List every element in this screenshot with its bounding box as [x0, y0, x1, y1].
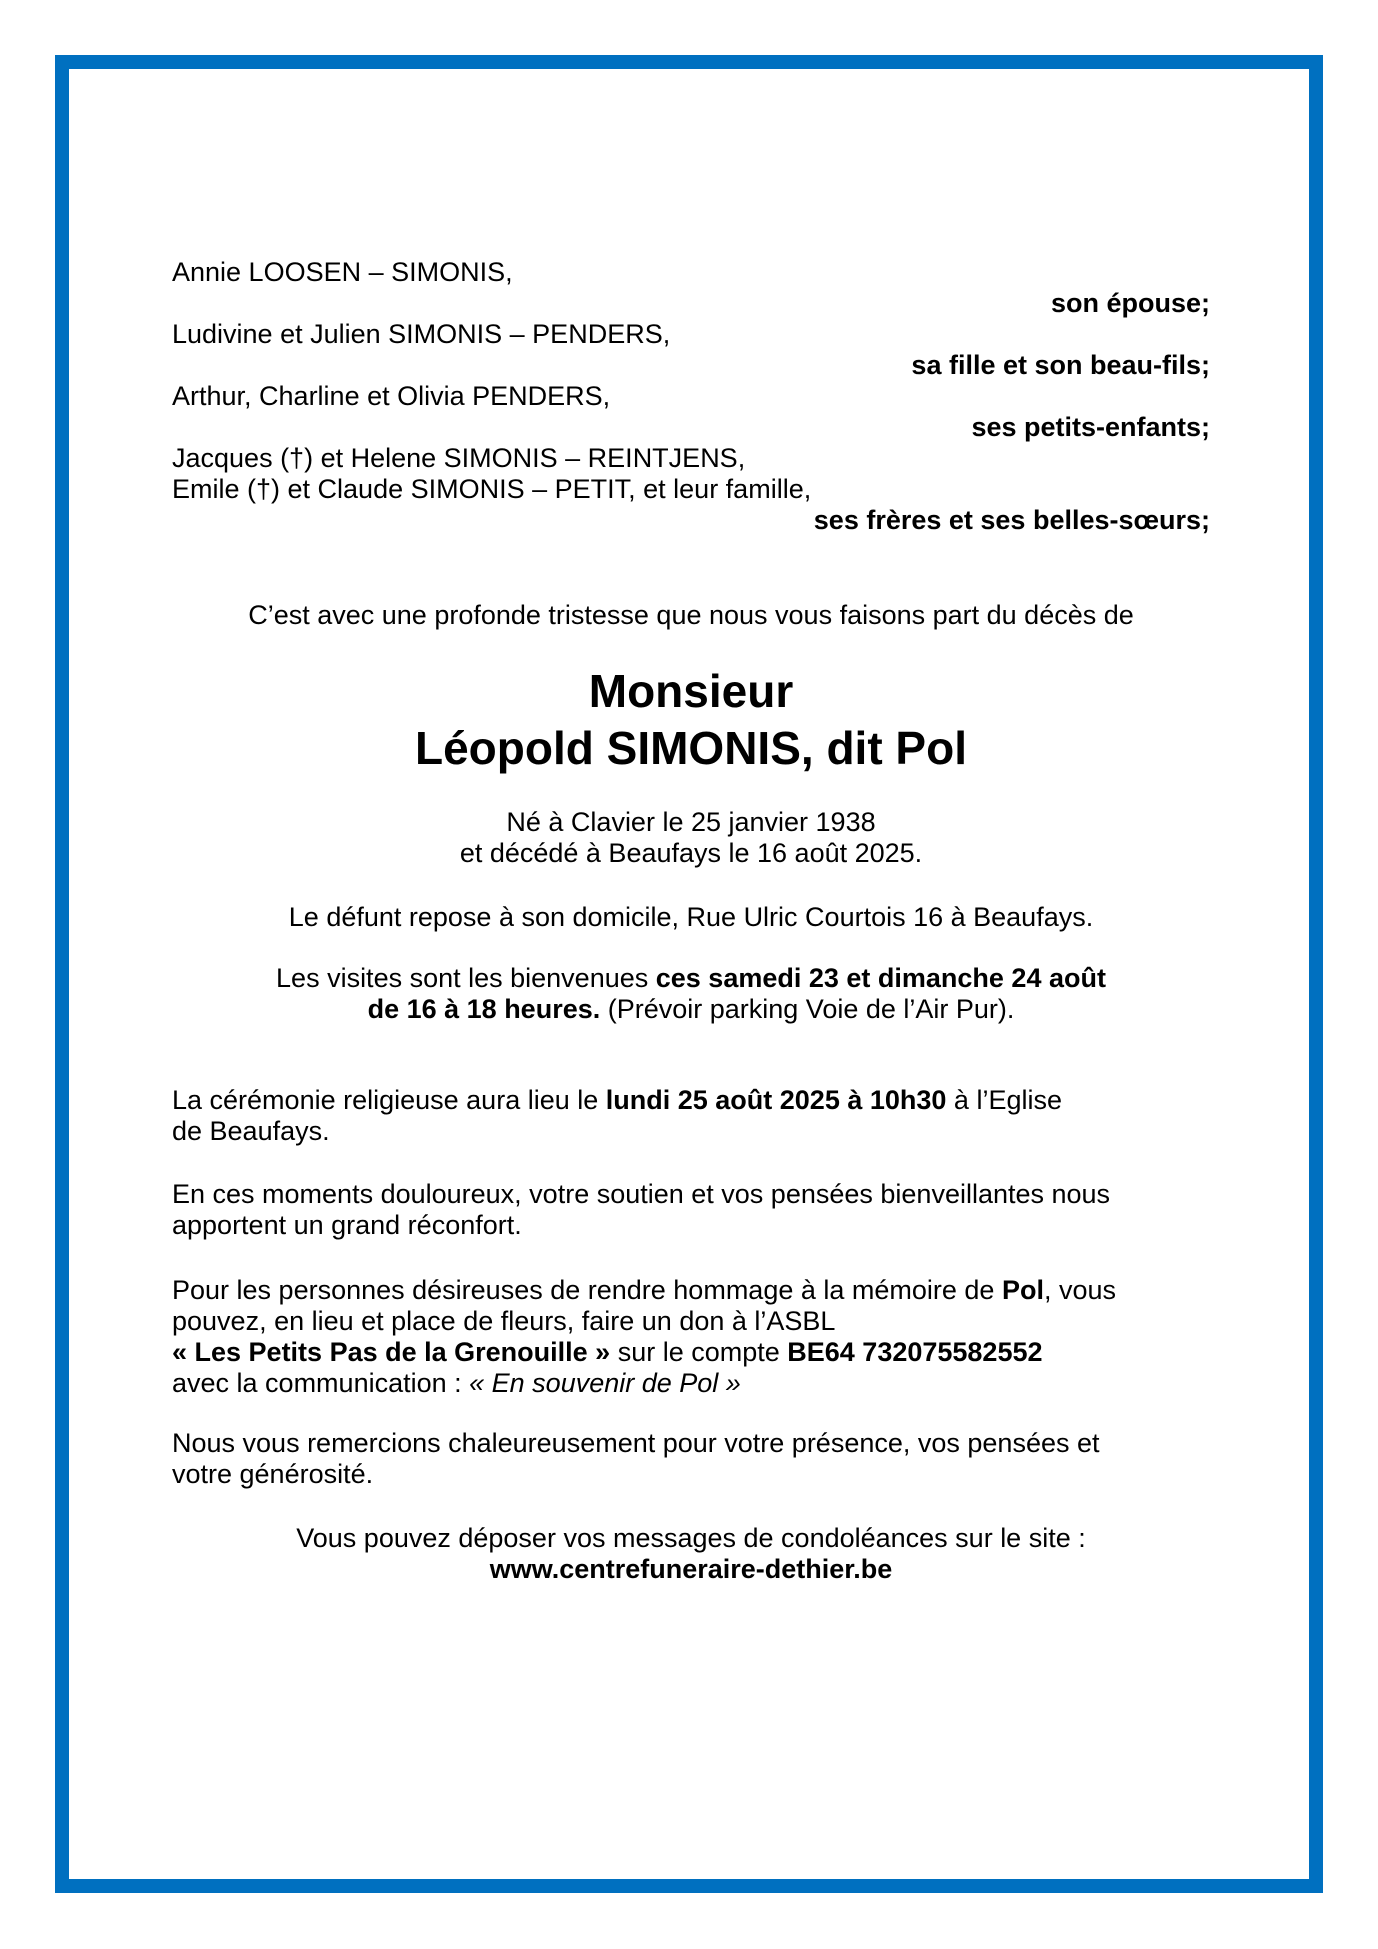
ceremony-intro-text: La cérémonie religieuse aura lieu le — [172, 1085, 606, 1115]
ceremony-datetime-text: lundi 25 août 2025 à 10h30 — [605, 1085, 947, 1115]
visits-parking-note: (Prévoir parking Voie de l’Air Pur). — [600, 994, 1015, 1024]
communication-quote: « En souvenir de Pol » — [469, 1368, 741, 1398]
donation-line-1 — [172, 1275, 1210, 1306]
family-member-line: Annie LOOSEN – SIMONIS, — [172, 257, 513, 287]
family-member-line: Jacques (†) et Helene SIMONIS – REINTJENS, — [172, 443, 746, 473]
donation-pol-name: Pol — [1001, 1275, 1044, 1305]
bank-account-number: BE64 732075582552 — [787, 1337, 1043, 1367]
visits-paragraph — [172, 963, 1210, 1025]
condolences-paragraph — [172, 1523, 1210, 1585]
condolences-instruction-line: Vous pouvez déposer vos messages de condoléances sur le site : — [296, 1523, 1086, 1553]
account-intro-text: sur le compte — [610, 1337, 788, 1367]
announcement-intro-line: C’est avec une profonde tristesse que nous vous faisons part du décès de — [248, 600, 1134, 630]
association-name: « Les Petits Pas de la Grenouille » — [172, 1337, 611, 1367]
birth-death-dates — [172, 807, 1210, 869]
family-member-line: Emile (†) et Claude SIMONIS – PETIT, et leur famille, — [172, 474, 812, 504]
family-relation-label: sa fille et son beau-fils; — [911, 350, 1210, 380]
donation-intro-end-text: , vous — [1043, 1275, 1117, 1305]
family-relation-label: son épouse; — [1050, 288, 1210, 318]
support-line-1: En ces moments douloureux, votre soutien et vos pensées bienveillantes nous — [172, 1179, 1111, 1209]
funeral-home-website: www.centrefuneraire-dethier.be — [489, 1554, 893, 1584]
ceremony-place-text: à l’Eglise — [946, 1085, 1062, 1115]
ceremony-line-2: de Beaufays. — [172, 1116, 330, 1146]
visits-line-1 — [172, 963, 1210, 994]
family-member-line: Arthur, Charline et Olivia PENDERS, — [172, 381, 611, 411]
family-relation-label: ses petits-enfants; — [971, 412, 1210, 442]
visits-intro-text: Les visites sont les bienvenues — [276, 963, 656, 993]
communication-intro-text: avec la communication : — [172, 1368, 470, 1398]
repose-line: Le défunt repose à son domicile, Rue Ulric Courtois 16 à Beaufays. — [288, 902, 1094, 932]
donation-line-3 — [172, 1337, 1210, 1368]
thanks-line-1: Nous vous remercions chaleureusement pour votre présence, vos pensées et — [172, 1428, 1100, 1458]
support-paragraph — [172, 1179, 1210, 1241]
deceased-civility: Monsieur — [588, 665, 794, 717]
family-member-line: Ludivine et Julien SIMONIS – PENDERS, — [172, 319, 671, 349]
support-line-2: apportent un grand réconfort. — [172, 1210, 522, 1240]
family-section — [172, 257, 1210, 536]
deceased-title — [172, 663, 1210, 777]
visits-line-2 — [172, 994, 1210, 1025]
visits-dates-text: ces samedi 23 et dimanche 24 août — [655, 963, 1106, 993]
birth-line: Né à Clavier le 25 janvier 1938 — [506, 807, 876, 837]
visits-hours-text: de 16 à 18 heures. — [367, 994, 601, 1024]
ceremony-paragraph — [172, 1085, 1210, 1147]
obituary-content — [172, 0, 1210, 1585]
donation-line-2: pouvez, en lieu et place de fleurs, faire un don à l’ASBL — [172, 1306, 836, 1336]
donation-paragraph — [172, 1275, 1210, 1399]
thanks-line-2: votre générosité. — [172, 1459, 374, 1489]
ceremony-line-1 — [172, 1085, 1210, 1116]
donation-intro-text: Pour les personnes désireuses de rendre hommage à la mémoire de — [172, 1275, 1002, 1305]
donation-line-4 — [172, 1368, 1210, 1399]
family-relation-label: ses frères et ses belles-sœurs; — [813, 505, 1210, 535]
death-line: et décédé à Beaufays le 16 août 2025. — [459, 838, 923, 868]
thanks-paragraph — [172, 1428, 1210, 1490]
deceased-name: Léopold SIMONIS, dit Pol — [415, 722, 967, 774]
